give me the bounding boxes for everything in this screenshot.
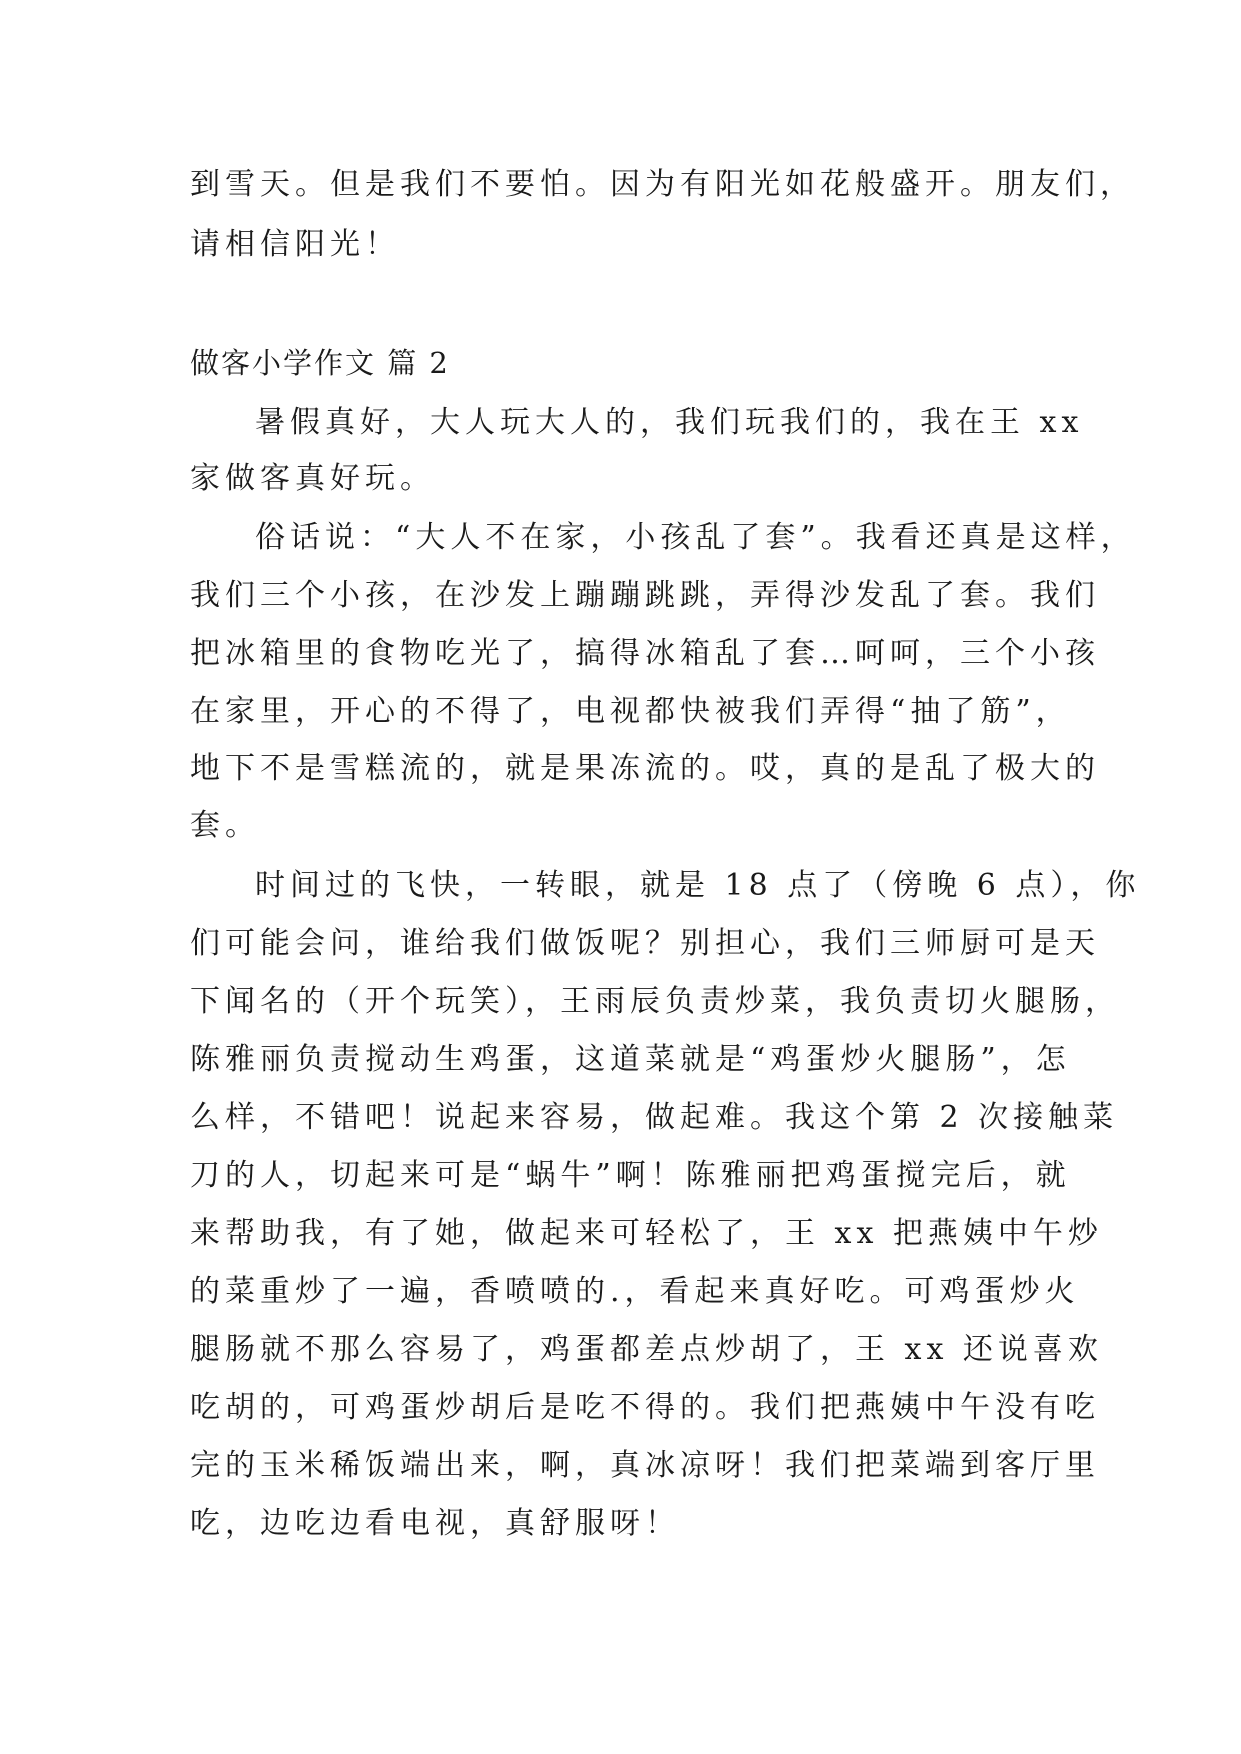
text-line: 腿肠就不那么容易了，鸡蛋都差点炒胡了，王 xx 还说喜欢 — [190, 1332, 1103, 1367]
section-title: 做客小学作文 篇 2 — [190, 346, 450, 380]
text-line: 地下不是雪糕流的，就是果冻流的。哎，真的是乱了极大的 — [190, 751, 1100, 786]
text-line: 俗话说：“大人不在家，小孩乱了套”。我看还真是这样， — [255, 520, 1136, 555]
text-line: 套。 — [190, 808, 260, 843]
text-line: 暑假真好，大人玩大人的，我们玩我们的，我在王 xx — [255, 405, 1084, 440]
text-line: 请相信阳光！ — [190, 227, 400, 262]
text-line: 么样，不错吧！说起来容易，做起难。我这个第 2 次接触菜 — [190, 1100, 1119, 1135]
text-line: 下闻名的（开个玩笑），王雨辰负责炒菜，我负责切火腿肠， — [190, 984, 1120, 1019]
text-line: 家做客真好玩。 — [190, 461, 435, 496]
text-line: 刀的人，切起来可是“蜗牛”啊！陈雅丽把鸡蛋搅完后，就 — [190, 1158, 1071, 1193]
text-line: 们可能会问，谁给我们做饭呢？别担心，我们三师厨可是天 — [190, 926, 1100, 961]
text-line: 的菜重炒了一遍，香喷喷的.，看起来真好吃。可鸡蛋炒火 — [190, 1274, 1080, 1309]
text-line: 把冰箱里的食物吃光了，搞得冰箱乱了套…呵呵，三个小孩 — [190, 636, 1100, 671]
text-line: 完的玉米稀饭端出来，啊，真冰凉呀！我们把菜端到客厅里 — [190, 1448, 1100, 1483]
text-line: 到雪天。但是我们不要怕。因为有阳光如花般盛开。朋友们， — [190, 167, 1135, 202]
text-line: 在家里，开心的不得了，电视都快被我们弄得“抽了筋”， — [190, 694, 1071, 729]
text-line: 吃胡的，可鸡蛋炒胡后是吃不得的。我们把燕姨中午没有吃 — [190, 1390, 1100, 1425]
text-line: 来帮助我，有了她，做起来可轻松了，王 xx 把燕姨中午炒 — [190, 1216, 1103, 1251]
text-line: 时间过的飞快，一转眼，就是 18 点了（傍晚 6 点），你 — [255, 868, 1141, 903]
text-line: 陈雅丽负责搅动生鸡蛋，这道菜就是“鸡蛋炒火腿肠”，怎 — [190, 1042, 1071, 1077]
text-line: 我们三个小孩，在沙发上蹦蹦跳跳，弄得沙发乱了套。我们 — [190, 578, 1100, 613]
text-line: 吃，边吃边看电视，真舒服呀！ — [190, 1506, 680, 1541]
